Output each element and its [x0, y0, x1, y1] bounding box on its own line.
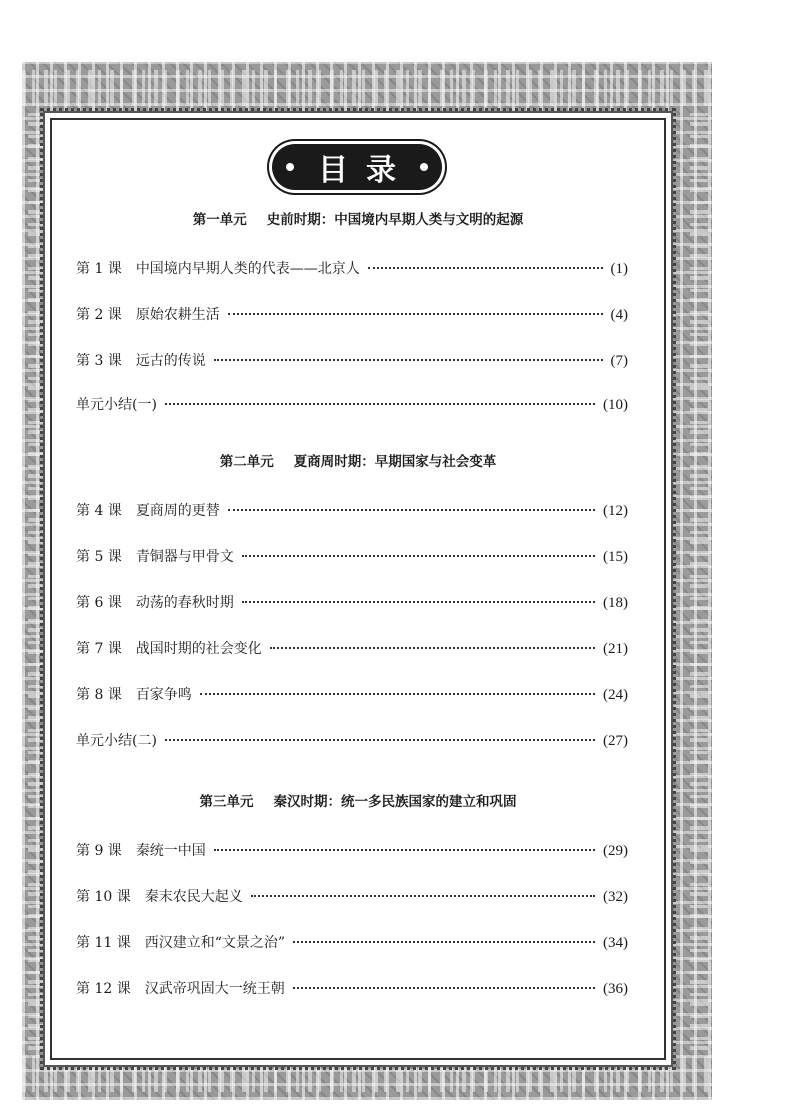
lesson-number: 第 8 课 [76, 687, 122, 703]
fret-pattern-bottom [22, 1056, 712, 1092]
page-number: (18) [603, 595, 628, 611]
page-number: (10) [603, 397, 628, 413]
toc-entry[interactable] [76, 350, 628, 370]
dot-leader [200, 690, 595, 695]
lesson-title: 动荡的春秋时期 [135, 595, 234, 611]
lesson-number: 第 7 课 [76, 641, 122, 657]
dot-leader [242, 552, 595, 557]
title-banner [272, 144, 442, 190]
page-number: (1) [610, 261, 628, 277]
lesson-number: 第 1 课 [76, 261, 122, 277]
toc-entry[interactable] [76, 978, 628, 998]
dot-leader [368, 264, 603, 269]
dot-leader [242, 598, 595, 603]
toc-entry[interactable] [76, 592, 628, 612]
toc-entry[interactable] [76, 258, 628, 278]
toc-entry[interactable] [76, 546, 628, 566]
lesson-title: 战国时期的社会变化 [135, 641, 262, 657]
toc-entry[interactable] [76, 840, 628, 860]
lesson-number: 第 4 课 [76, 503, 122, 519]
bullet-dot-icon [286, 163, 294, 171]
dot-leader [228, 506, 595, 511]
lesson-number: 第 2 课 [76, 307, 122, 323]
toc-entry[interactable] [76, 304, 628, 324]
dot-leader [214, 846, 595, 851]
toc-entry-summary[interactable] [76, 730, 628, 750]
bullet-dot-icon [420, 163, 428, 171]
lesson-number: 第 11 课 [76, 935, 131, 951]
dot-leader [165, 400, 595, 405]
page-number: (34) [603, 935, 628, 951]
toc-entry[interactable] [76, 638, 628, 658]
lesson-number: 第 10 课 [76, 889, 131, 905]
lesson-number: 第 5 课 [76, 549, 122, 565]
page-number: (27) [603, 733, 628, 749]
lesson-title: 百家争鸣 [135, 687, 192, 703]
page-number: (29) [603, 843, 628, 859]
lesson-title: 西汉建立和“文景之治” [144, 935, 286, 951]
unit-heading-1 [52, 208, 664, 228]
unit-label: 第三单元 [199, 794, 254, 810]
lesson-title: 汉武帝巩固大一统王朝 [144, 981, 285, 997]
unit-heading-3 [52, 790, 664, 810]
toc-entry-summary[interactable] [76, 394, 628, 414]
lesson-number: 第 9 课 [76, 843, 122, 859]
toc-entry[interactable] [76, 932, 628, 952]
unit-subtitle: 秦汉时期：统一多民族国家的建立和巩固 [273, 794, 517, 810]
page-number: (7) [610, 353, 628, 369]
unit-label: 第一单元 [192, 212, 247, 228]
lesson-title: 青铜器与甲骨文 [135, 549, 234, 565]
unit-subtitle: 史前时期：中国境内早期人类与文明的起源 [266, 212, 524, 228]
lesson-title: 秦末农民大起义 [144, 889, 243, 905]
lesson-number: 第 12 课 [76, 981, 131, 997]
dot-leader [293, 938, 595, 943]
toc-entry[interactable] [76, 886, 628, 906]
dot-leader [293, 984, 595, 989]
contents-panel [50, 118, 666, 1060]
summary-title: 单元小结(一) [76, 397, 157, 413]
fret-pattern-left [28, 112, 46, 1050]
page-number: (15) [603, 549, 628, 565]
fret-pattern-top [22, 70, 712, 106]
dot-leader [228, 310, 603, 315]
lesson-title: 中国境内早期人类的代表——北京人 [135, 261, 360, 277]
dot-leader [270, 644, 595, 649]
lesson-number: 第 6 课 [76, 595, 122, 611]
page-title: 目录 [318, 153, 414, 188]
toc-entry[interactable] [76, 500, 628, 520]
dot-leader [251, 892, 595, 897]
unit-heading-2 [52, 450, 664, 470]
summary-title: 单元小结(二) [76, 733, 157, 749]
lesson-title: 原始农耕生活 [135, 307, 220, 323]
unit-subtitle: 夏商周时期：早期国家与社会变革 [293, 454, 497, 470]
page-number: (4) [610, 307, 628, 323]
lesson-number: 第 3 课 [76, 353, 122, 369]
page-number: (24) [603, 687, 628, 703]
dot-leader [214, 356, 603, 361]
fret-pattern-right [690, 112, 708, 1050]
page-number: (32) [603, 889, 628, 905]
page-number: (36) [603, 981, 628, 997]
dot-leader [165, 736, 595, 741]
page-number: (12) [603, 503, 628, 519]
toc-entry[interactable] [76, 684, 628, 704]
unit-label: 第二单元 [219, 454, 274, 470]
lesson-title: 夏商周的更替 [135, 503, 220, 519]
lesson-title: 远古的传说 [135, 353, 206, 369]
page-number: (21) [603, 641, 628, 657]
lesson-title: 秦统一中国 [135, 843, 206, 859]
